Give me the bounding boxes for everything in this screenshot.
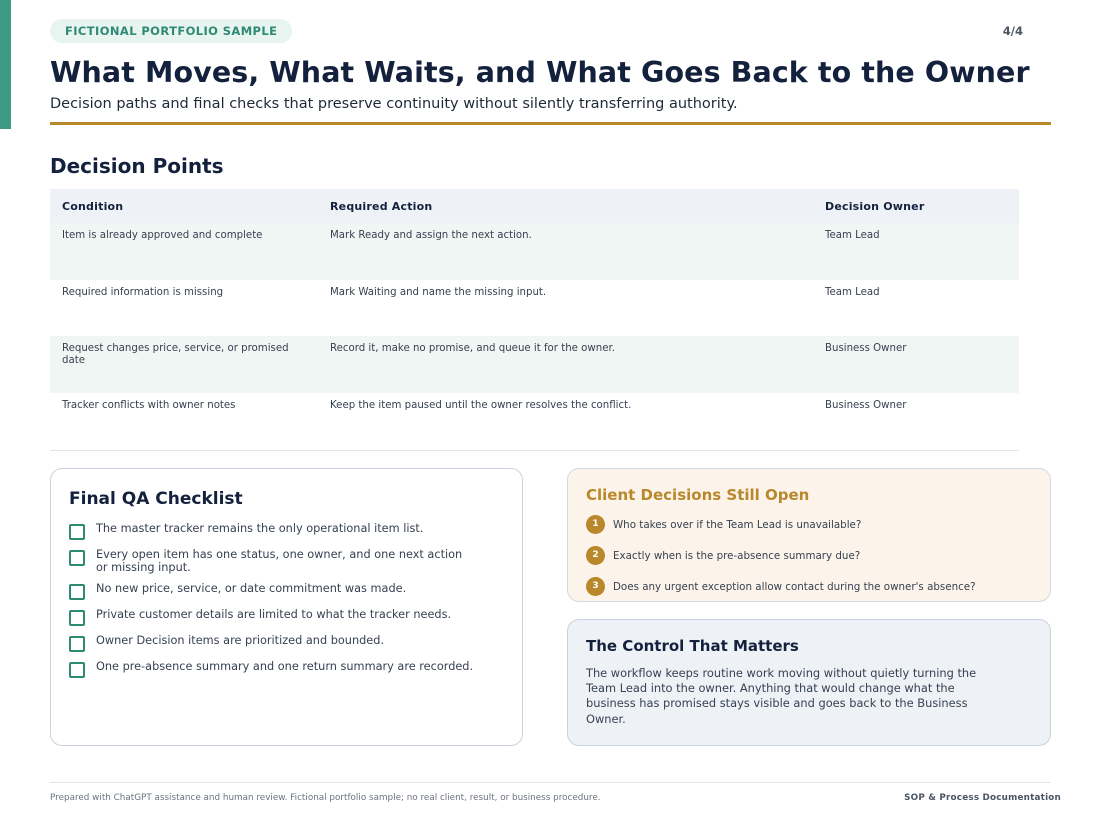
checklist-item-label: No new price, service, or date commitment was made. — [96, 582, 407, 595]
cell-condition: Request changes price, service, or promised date — [50, 336, 318, 393]
page-subtitle: Decision paths and final checks that preserve continuity without silently transferring authority. — [50, 96, 738, 112]
checkbox[interactable] — [69, 636, 85, 652]
number-badge: 3 — [586, 577, 605, 596]
table-row — [50, 223, 1019, 280]
cell-action: Mark Waiting and name the missing input. — [330, 286, 547, 298]
control-card — [567, 619, 1051, 746]
checklist-item-label: The master tracker remains the only operational item list. — [96, 522, 424, 535]
page-number: 4/4 — [1002, 24, 1023, 38]
accent-strip — [0, 0, 11, 129]
page-title: What Moves, What Waits, and What Goes Back to the Owner — [50, 56, 1030, 89]
control-body: The workflow keeps routine work moving without quietly turning the Team Lead into the owner. Anything that would change what the business has promised stays visible and goes back to the Business Owner. — [586, 666, 977, 726]
checklist-item — [69, 660, 504, 678]
qa-checklist — [69, 522, 504, 678]
open-decision-text: Exactly when is the pre-absence summary due? — [613, 549, 861, 562]
table-row — [50, 280, 1019, 337]
open-decisions-card — [567, 468, 1051, 602]
checklist-item — [69, 608, 504, 626]
table-row — [50, 336, 1019, 393]
open-decision-text: Who takes over if the Team Lead is unavailable? — [613, 518, 862, 531]
checklist-item — [69, 548, 504, 574]
cell-condition: Item is already approved and complete — [50, 223, 318, 280]
checkbox[interactable] — [69, 550, 85, 566]
column-header-action: Required Action — [318, 189, 813, 223]
checkbox[interactable] — [69, 662, 85, 678]
number-badge: 2 — [586, 546, 605, 565]
open-decision-text: Does any urgent exception allow contact during the owner's absence? — [613, 580, 976, 593]
checklist-item — [69, 634, 504, 652]
table-header-row — [50, 189, 1019, 223]
open-decision-item — [586, 546, 1032, 565]
open-decision-item — [586, 515, 1032, 534]
footer-note: Prepared with ChatGPT assistance and human review. Fictional portfolio sample; no real client, result, or business procedure. — [50, 793, 601, 803]
qa-checklist-card — [50, 468, 523, 746]
cell-action: Keep the item paused until the owner resolves the conflict. — [330, 399, 632, 411]
cell-action: Record it, make no promise, and queue it for the owner. — [318, 336, 813, 393]
checklist-item-label: Every open item has one status, one owner, and one next action or missing input. — [96, 548, 463, 574]
checklist-item-label: Private customer details are limited to what the tracker needs. — [96, 608, 452, 621]
column-header-condition: Condition — [50, 189, 318, 223]
column-header-owner: Decision Owner — [813, 189, 1019, 223]
checklist-item — [69, 522, 504, 540]
control-title: The Control That Matters — [586, 637, 799, 655]
qa-checklist-title: Final QA Checklist — [69, 489, 243, 509]
checkbox[interactable] — [69, 524, 85, 540]
footer-divider — [50, 782, 1051, 783]
checklist-item-label: One pre-absence summary and one return summary are recorded. — [96, 660, 474, 673]
cell-owner: Business Owner — [825, 399, 907, 411]
checklist-item-label: Owner Decision items are prioritized and bounded. — [96, 634, 385, 647]
number-badge: 1 — [586, 515, 605, 534]
title-divider — [50, 122, 1051, 125]
open-decision-item — [586, 577, 1032, 596]
footer-label: SOP & Process Documentation — [904, 793, 1061, 803]
table-row — [50, 393, 1019, 450]
decision-points-title: Decision Points — [50, 154, 224, 178]
checkbox[interactable] — [69, 610, 85, 626]
sample-badge: FICTIONAL PORTFOLIO SAMPLE — [50, 19, 292, 43]
checklist-item — [69, 582, 504, 600]
cell-owner: Business Owner — [813, 336, 1019, 393]
decision-table — [50, 189, 1019, 449]
open-decisions-title: Client Decisions Still Open — [586, 486, 810, 504]
cell-condition: Tracker conflicts with owner notes — [62, 399, 236, 411]
cell-owner: Team Lead — [813, 223, 1019, 280]
cell-condition: Required information is missing — [62, 286, 224, 298]
cell-owner: Team Lead — [825, 286, 880, 298]
table-divider — [50, 450, 1019, 451]
checkbox[interactable] — [69, 584, 85, 600]
cell-action: Mark Ready and assign the next action. — [318, 223, 813, 280]
